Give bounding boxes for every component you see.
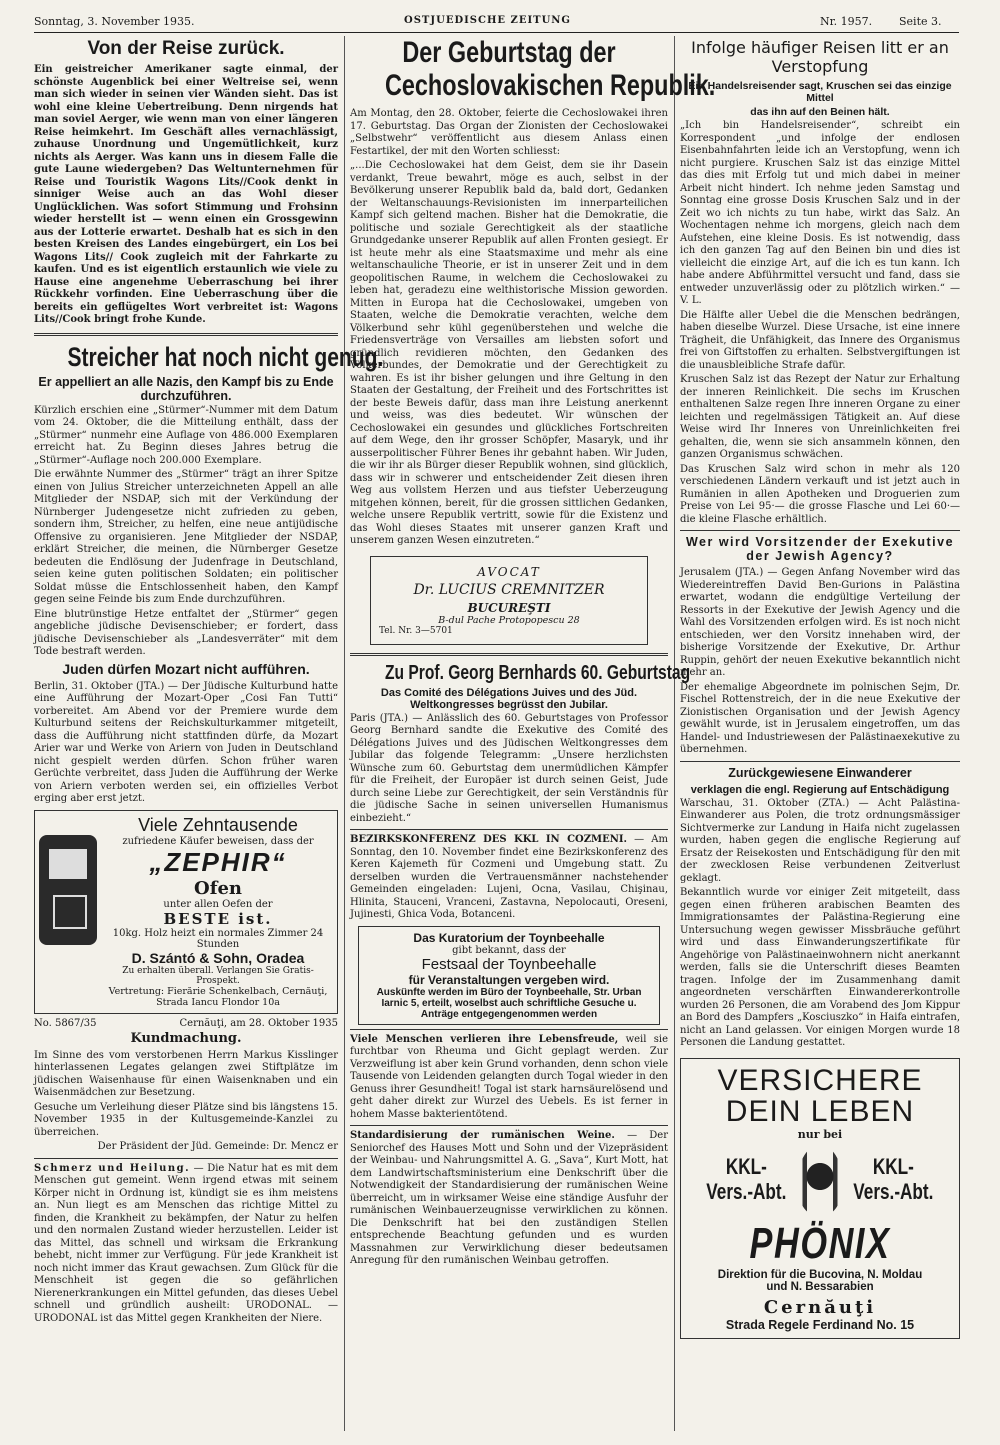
article-lead: Schmerz und Heilung. [34, 1162, 191, 1174]
ad-text: für Veranstaltungen vergeben wird. [408, 972, 610, 987]
article-subheadline: Er appelliert an alle Nazis, den Kampf bis zu Ende durchzuführen. [38, 374, 334, 403]
phoenix-insurance-ad [680, 1058, 960, 1339]
article-body: — Die Natur hat es mit dem Menschen gut gemeint. Wenn irgend etwas mit seinem Körper nicht in Ordnung ist, kündigt sie es ihm meistens an. Nun liegt es am Menschen das richtige Mittel zu finden, die Krankheit zu bekämpfen, der Natur zu helfen und den normalen Zustand wieder herzustellen. Leider ist das Mittel, das schnell und wirksam die Erkrankung behebt, nicht immer zur Verfügung. Für jede Krankheit ist noch nicht immer das Kraut gewachsen. Zum Glück für die Menschheit ist gegen die so gefährlichen Nierenerkrankungen ein Mittel gefunden, das dieses Uebel schnell und gründlich ausheilt: URODONAL. — URODONAL ist das Mittel gegen Krankheiten der Niere. [34, 1162, 338, 1324]
article-paragraph: Jerusalem (JTA.) — Gegen Anfang November wird das Wiedereintreffen David Ben-Gurions in Palästina erwartet, wodann die endgültige Verteilung der Ressorts in der Exekutive der Jewish Agency und die Wahl des Vorsitzenden erfolgen wird. Es ist noch nicht entschieden, wer den Vorsitz innehaben wird, der bisherige Vorsitzende der Exekutive, Dr. Arthur Ruppin, gehört der neuen Exekutive bekanntlich nicht mehr an. [680, 567, 960, 678]
divider [680, 530, 960, 531]
ad-headline: Viele Zehntausende [138, 814, 298, 835]
notice-place-date: Cernăuţi, am 28. Oktober 1935 [179, 1017, 338, 1029]
article-title: Von der Reise zurück. [87, 38, 285, 59]
article-headline: Streicher hat noch nicht genug. [67, 341, 384, 372]
divider [34, 1158, 338, 1159]
ad-text: und N. Bessarabien [766, 1280, 874, 1293]
article-headline: Cechoslovakischen Republik. [384, 69, 716, 102]
ad-address: B-dul Pache Protopopescu 28 [438, 614, 580, 626]
article-paragraph: Am Montag, den 28. Oktober, feierte die Cechoslowakei ihren 17. Geburtstag. Das Organ der Zionisten der Cechoslowakei „Selbstwehr“ veröffentlicht aus diesem Anlass einen Festartikel, der mit den Worten schliesst: [350, 108, 668, 157]
column-divider-2 [674, 36, 675, 1431]
notice-signature: Der Präsident der Jüd. Gemeinde: Dr. Mencz er [97, 1141, 338, 1152]
ad-kkl-label: KKL- [873, 1154, 915, 1180]
ad-address: Strada Regele Ferdinand No. 15 [725, 1317, 915, 1332]
stove-icon [39, 835, 97, 945]
notice-body: Im Sinne des vom verstorbenen Herrn Markus Kisslinger hinterlassenen Legates gelangen zwei Stiftplätze im jüdischen Waisenhause für einen Waisenknaben und ein Waisenmädchen zur Besetzung. [34, 1049, 338, 1098]
ad-city: BUCUREŞTI [467, 600, 551, 615]
article-headline: Infolge häufiger Reisen litt er an Verstopfung [691, 38, 949, 76]
article-paragraph: Warschau, 31. Oktober (ZTA.) — Acht Palästina-Einwanderer aus Polen, die trotz ordnungsmässiger Sichtvermerke zur Landung in Haifa nicht zugelassen wurden, haben gegen die englische Regierung auf Ersatz der Reisekosten und Entschädigung für den mit der zwecklosen Reise verbundenen Zeitverlust geklagt. [680, 797, 960, 884]
ad-headline: Festsaal der Toynbeehalle [421, 955, 597, 973]
ad-text: Direktion für die Bucovina, N. Moldau [717, 1268, 923, 1281]
notice-number: No. 5867/35 [34, 1017, 97, 1029]
header-date: Sonntag, 3. November 1935. [34, 15, 195, 28]
lawyer-ad [370, 556, 648, 645]
ad-text: gibt bekannt, dass der [452, 944, 566, 956]
article-body: Paris (JTA.) — Anlässlich des 60. Geburtstages von Professor Georg Bernhard sandte die Exekutive des Comité des Délégations Juives und des Jüdischen Weltkongresses dem Jubilar das folgende Telegramm: „Unsere herzlichsten Wünsche zum 60. Geburtstag dem unermüdlichen Kämpfer für die Freiheit, der Europäer ist durch seinen Geist, Jude durch seine Liebe zur Gerechtigkeit, der sein Verständnis für die jüdische Sache in seinen universellen Humanismus einbezieht.“ [350, 712, 668, 824]
divider [680, 761, 960, 762]
header-page-number: Seite 3. [899, 15, 942, 28]
article-paragraph: Bekanntlich wurde vor einiger Zeit mitgeteilt, dass gegen einen früheren arabischen Beamten des Immigrationsamtes der Palästina-Regierung eine Untersuchung wegen gewisser Missbräuche geführt wird und dass Einwanderungszertifikate für Angehörige von Palästinaeinwohnern nicht anerkannt werden, falls sie die Unterschrift dieses Beamten tragen. Infolge der im Zusammenhang damit angeordneten verschärften Einwandererkontrolle wurden 26 Personen, die am Vorabend des Jom Kippur an Bord des Dampfers „Kosciuszko“ in Haifa eintrafen, nicht an Land gelassen. Vor einigen Morgen wurde 18 Personen die Landung gestattet. [680, 887, 960, 1048]
ad-kkl-label: KKL- [725, 1154, 767, 1180]
divider [350, 829, 668, 830]
ad-text: Strada Iancu Flondor 10a [156, 996, 280, 1008]
ad-phone: Tel. Nr. 3—5701 [379, 625, 453, 636]
article-paragraph: Die Hälfte aller Uebel die die Menschen bedrängen, haben dieselbe Wurzel. Diese Ursache, ist eine innere Trägheit, die Unfähigkeit, das Innere des Organismus frei von Giftstoffen zu erhalten. Selbstvergiftungen ist die unausbleibliche Strafe dafür. [680, 309, 960, 371]
ad-text: nur bei [797, 1127, 843, 1141]
column-left [34, 36, 384, 1431]
article-lead: BEZIRKSKONFERENZ DES KKL IN COZMENI. [350, 834, 628, 845]
article-subheadline: Ein Handelsreisender sagt, Kruschen sei das einzige Mittel [688, 80, 952, 104]
ad-text: Vertretung: Fierărie Schenkelbach, Cernăuţi, [108, 985, 328, 997]
article-paragraph: Das Kruschen Salz wird schon in mehr als 120 verschiedenen Ländern verkauft und ist jetzt auch in Rumänien in allen Apotheken und Droguerien zum Preise von Lei 95·— die grosse Flasche und Lei 60·— die kleine Flasche erhältlich. [680, 463, 960, 525]
page-header [34, 12, 959, 33]
ad-brand: PHÖNIX [749, 1218, 891, 1268]
ad-city: Cernăuţi [763, 1296, 877, 1318]
ad-name: Dr. LUCIUS CREMNITZER [413, 581, 605, 598]
notice-title: Kundmachung. [130, 1030, 242, 1046]
header-title: OSTJUEDISCHE ZEITUNG [404, 15, 571, 26]
ad-firm: D. Szántó & Sohn, Oradea [131, 949, 305, 966]
ad-product: Ofen [194, 877, 242, 899]
article-headline: Der Geburtstag der [402, 36, 616, 69]
article-paragraph: Kürzlich erschien eine „Stürmer“-Nummer mit dem Datum vom 24. Oktober, die die Mitteilung enthält, dass der „Stürmer“ nunmehr eine Auflage von 486.000 Exemplaren erreicht hat. Zu Beginn dieses Jahres betrug die „Stürmer“-Auflage noch 200.000 Exemplare. [34, 404, 338, 466]
ad-text: AVOCAT [477, 564, 541, 579]
article-subheadline: das ihn auf den Beinen hält. [750, 106, 890, 118]
article-lead: Standardisierung der rumänischen Weine. [350, 1130, 615, 1141]
ad-text: Auskünfte werden im Büro der Toynbeehalle, Str. Urban Iarnic 5, erteilt, woselbst auch schriftliche Gesuche u. Anträge entgegengenommen werden [376, 986, 642, 1020]
article-body: — Der Seniorchef des Hauses Mott und Sohn und der Vizepräsident der Weinbau- und Nahrungsmittel A. G. „Sava“, Kurt Mott, hat dem Landwirtschaftsministerium eine Denkschrift über die Notwendigkeit der Standardisierung der rumänischen Weine überreicht, um in wirksamer Weise eine ständige Ausfuhr der rumänischen Weinbauerzeugnisse verwirklichen zu können. Die Denkschrift hat bei den zuständigen Stellen entsprechende Beachtung gefunden und es wurden Massnahmen zur Verwirklichung dieser bedeutsamen Anregung für den rumänischen Weinbau getroffen. [350, 1130, 669, 1266]
notice-body: Gesuche um Verleihung dieser Plätze sind bis längstens 15. November 1935 in der Kultusgemeinde-Kanzlei zu überreichen. [34, 1101, 338, 1138]
article-body: Berlin, 31. Oktober (JTA.) — Der Jüdische Kulturbund hatte eine Aufführung der Mozart-Oper „Cosi Fan Tutti“ vorbereitet. Am Abend vor der Premiere wurde dem Kulturbund seitens der Reichskulturkammer mitgeteilt, dass die Aufführung nicht stattfinden dürfe, da Mozart Arier war und Werke von Ariern von Juden in Deutschland nicht gespielt werden dürfen. Schon früher waren Gerüchte verbreitet, dass Juden die Aufführung der Werke von Ariern verboten werden sei, ein offizielles Verbot erging aber erst jetzt. [34, 680, 338, 804]
ad-text: BESTE ist. [163, 909, 273, 928]
article-body: weil sie furchtbar von Rheuma und Gicht geplagt werden. Zur Verzweiflung ist aber kein Grund vorhanden, denn schon viele Tausende von Leidenden gelangten durch Togal wieder in den Genuss ihrer Gesundheit! Togal ist stark harnsäurelösend und geht daher direkt zur Wurzel des Uebels. Es ist ferner in hohem Masse bakterientötend. [350, 1033, 668, 1120]
article-subheadline: Das Comité des Délégations Juives und des Jüd. Weltkongresses begrüsst den Jubilar. [380, 686, 638, 711]
article-paragraph: Kruschen Salz ist das Rezept der Natur zur Erhaltung der inneren Reinlichkeit. Die sechs im Kruschen enthaltenen Salze regen Ihre inneren Organe zu einer leichten und regelmässigen Tätigkeit an. Auf diese Weise wird Ihr Inneres von Unreinlichkeiten frei gehalten, die, wenn sie sich ansammeln können, den ganzen Organismus schwächen. [680, 374, 960, 460]
divider [350, 1125, 668, 1126]
article-headline: Wer wird Vorsitzender der Exekutive der Jewish Agency? [685, 535, 955, 563]
column-divider-1 [344, 36, 345, 1431]
ad-kkl-label: Vers.-Abt. [853, 1178, 934, 1204]
notice-header [34, 1018, 338, 1029]
article-headline: Zurückgewiesene Einwanderer [728, 765, 912, 780]
ad-text: zufriedene Käufer beweisen, dass der [122, 835, 314, 847]
article-body: Ein geistreicher Amerikaner sagte einmal, der schönste Augenblick bei einer Weltreise sei, wenn man sich wieder in seinen vier Wänden sieht. Das ist wohl eine kleine Uebertreibung. Denn nirgends hat man soviel Aerger, wie wenn man von einer längeren Reise heimkehrt. Im Geschäft alles vernachlässigt, zuhause Unordnung und Ungemütlichkeit, kurz nichts als Aerger. Was kann uns in diesem Falle die gute Laune wiedergeben? Das Weltunternehmen für Reise und Touristik Wagons Lits//Cook denkt in sinniger Weise auch an das Wohl dieser Unglücklichen. Was sofort Stimmung und Frohsinn wieder herstellt ist — wenn einen ein Grossgewinn aus der Lotterie erwartet. Deshalb hat es sich in den besten Kreisen des Landes eingebürgert, ein Los bei Wagons Lits// Cook zugleich mit der Fahrkarte zu kaufen. Und es ist eigentlich erstaunlich wie viele zu Hause eine angenehme Ueberraschung bei ihrer Rückkehr vorfinden. Eine Ueberraschung über die bereits ein geflügeltes Wort verbreitet ist: Wagons Lits//Cook bringt frohe Kunde. [34, 64, 338, 325]
article-title: Juden dürfen Mozart nicht aufführen. [62, 660, 310, 677]
phoenix-eagle-icon [798, 1145, 843, 1215]
ad-kkl-label: Vers.-Abt. [706, 1178, 787, 1204]
ad-text: Zu erhalten überall. Verlangen Sie Gratis-Prospekt. [122, 965, 314, 986]
article-paragraph: „...Die Cechoslowakei hat dem Geist, dem sie ihr Dasein verdankt, Treue bewahrt, möge es auch, selbst in der Bevölkerung unserer Republik bald da, bald dort, Gedanken der Weltanschauungs-Revisionisten im innerparteilichen Kampf sich geltend machen. Bisher hat die Demokratie, die politische und soziale Gerechtigkeit als der staatliche Grundgedanke unserer Republik auf allen Fronten gesiegt. Er ist heute mehr als eine Staatsmaxime und mehr als eine weltanschauliche Theorie, er ist in unserer Zeit und in dem geopolitischen Raume, in welchem die Cechoslowakei zu leben hat, geradezu eine welthistorische Mission geworden. Mitten in Europa hat die Cechoslowakei, umgeben von Staaten, welche die Demokratie verachten, welche dem Völkerbund sehr kühl gegenüberstehen und welche die Friedensverträge von Versailles am liebsten sofort und gründlich revidieren möchten, den Gedanken des Völkerbundes, der Demokratie und der Gerechtigkeit zu wahren. Es ist ihr bisher gelungen und ihre Geltung in den Staaten der Gestaltung, der Freiheit und des Fortschrittes ist der beste Beweis dafür, dass man ihre Leistung anerkennt und weiss, was dies bedeutet. Wir wünschen der Cechoslowakei ein gesundes und glückliches Fortschreiten auf dem Wege, den ihr grosser Schöpfer, Masaryk, und ihr ausserpolitischer Führer Benes ihr gebahnt haben. Wir Juden, die wir ihr als Bürger dieser Republik wohnen, sind glücklich, dass wir in schwerer und entscheidender Zeit diesen ihren Weg aus vollstem Herzen und aus tiefster Ueberzeugung mitgehen können, bereit, für die grossen sittlichen Gedanken, welche unsere Republik vertritt, sowie für die Existenz und das Wohl dieses Staates mit unserer ganzen Kraft und unserem ganzen Wesen einzutreten.“ [350, 160, 668, 546]
article-paragraph: Die erwähnte Nummer des „Stürmer“ trägt an ihrer Spitze einen von Julius Streicher unterzeichneten Appell an alle Mitglieder der NSDAP, sich mit der Verkündung der Nürnberger Judengesetze nicht zufrieden zu geben, sondern ihm, Streicher, zu helfen, eine neue antijüdische Offensive zu organisieren. Jene Mitglieder der NSDAP, erklärt Streicher, die meinen, die Nürnberger Gesetze bedeuten die Endlösung der Judenfrage in Deutschland, seien keine guten politischen Soldaten; ein politischer Soldat müsse die Entschlossenheit haben, den Kampf gegen seine Feinde bis zum Ende durchzuführen. [34, 469, 338, 605]
header-issue-number: Nr. 1957. [820, 15, 873, 28]
ad-headline: VERSICHERE [717, 1063, 923, 1097]
article-lead: Viele Menschen verlieren ihre Lebensfreude, [350, 1033, 619, 1045]
ad-text: Das Kuratorium der Toynbeehalle [413, 930, 605, 945]
article-paragraph: Eine blutrünstige Hetze entfaltet der „Stürmer“ gegen angebliche jüdische Devisenschieber; er fordert, dass jüdische Devisenschieber als „Landesverräter“ mit dem Tode bestraft werden. [34, 608, 338, 657]
toynbee-ad [358, 926, 660, 1025]
ad-headline: DEIN LEBEN [725, 1095, 915, 1128]
ad-text: 10kg. Holz heizt ein normales Zimmer 24 Stunden [112, 927, 324, 950]
divider [350, 653, 668, 656]
article-subheadline: verklagen die engl. Regierung auf Entschädigung [690, 783, 950, 796]
divider [350, 1029, 668, 1030]
column-middle [350, 36, 716, 1431]
zephir-ad [34, 810, 338, 1014]
column-right [680, 36, 960, 1431]
article-paragraph: Der ehemalige Abgeordnete im polnischen Sejm, Dr. Fischel Rottenstreich, der in die neue Exekutive der Zionistischen Organisation und der Jewish Agency gewählt wurde, ist in Jerusalem eingetroffen, um das Handel- und Industriewesen der Palästinaexekutive zu übernehmen. [680, 681, 960, 755]
ad-brand: „ZEPHIR“ [149, 846, 287, 877]
article-paragraph: „Ich bin Handelsreisender“, schreibt ein Korrespondent „und infolge der endlosen Eisenbahnfahrten leide ich an Verstopfung, wenn ich nicht purgiere. Kruschen Salz ist das einzige Mittel das dies mit Erfolg tut und mich dabei in meiner Arbeit nicht hindert. Ich nehme jeden Samstag und Sonntag eine grosse Dosis Kruschen Salz und in der Zeit wo ich nichts zu tun habe, wirkt das Salz. An Wochentagen nehme ich morgens, gleich nach dem Aufstehen, eine kleine Dosis. Es ist notwendig, dass ich den ganzen Tag auf den Beinen bin und dies ist vielleicht die einzige Art, auf die ich es tun kann. Ich habe andere Abführmittel versucht und fand, dass sie entweder unzuverlässig oder zu plötzlich wirken.“ — V. L. [680, 120, 960, 306]
divider [34, 333, 338, 336]
article-body: — Am Sonntag, den 10. November findet eine Bezirkskonferenz des Keren Kajemeth für Cozmeni und Umgebung statt. Zu derselben wurden die Vertrauensmänner nachstehender Gemeinden eingeladen: Lujeni, Ocna, Vasilau, Chişinau, Hlinita, Stauceni, Vranceni, Zastavna, Nepolocauti, Oreseni, Jujinesti, Ghica Voda, Botanceni. [350, 834, 668, 920]
article-headline: Zu Prof. Georg Bernhards 60. Geburtstag [384, 661, 691, 684]
ad-text: unter allen Oefen der [163, 898, 273, 910]
